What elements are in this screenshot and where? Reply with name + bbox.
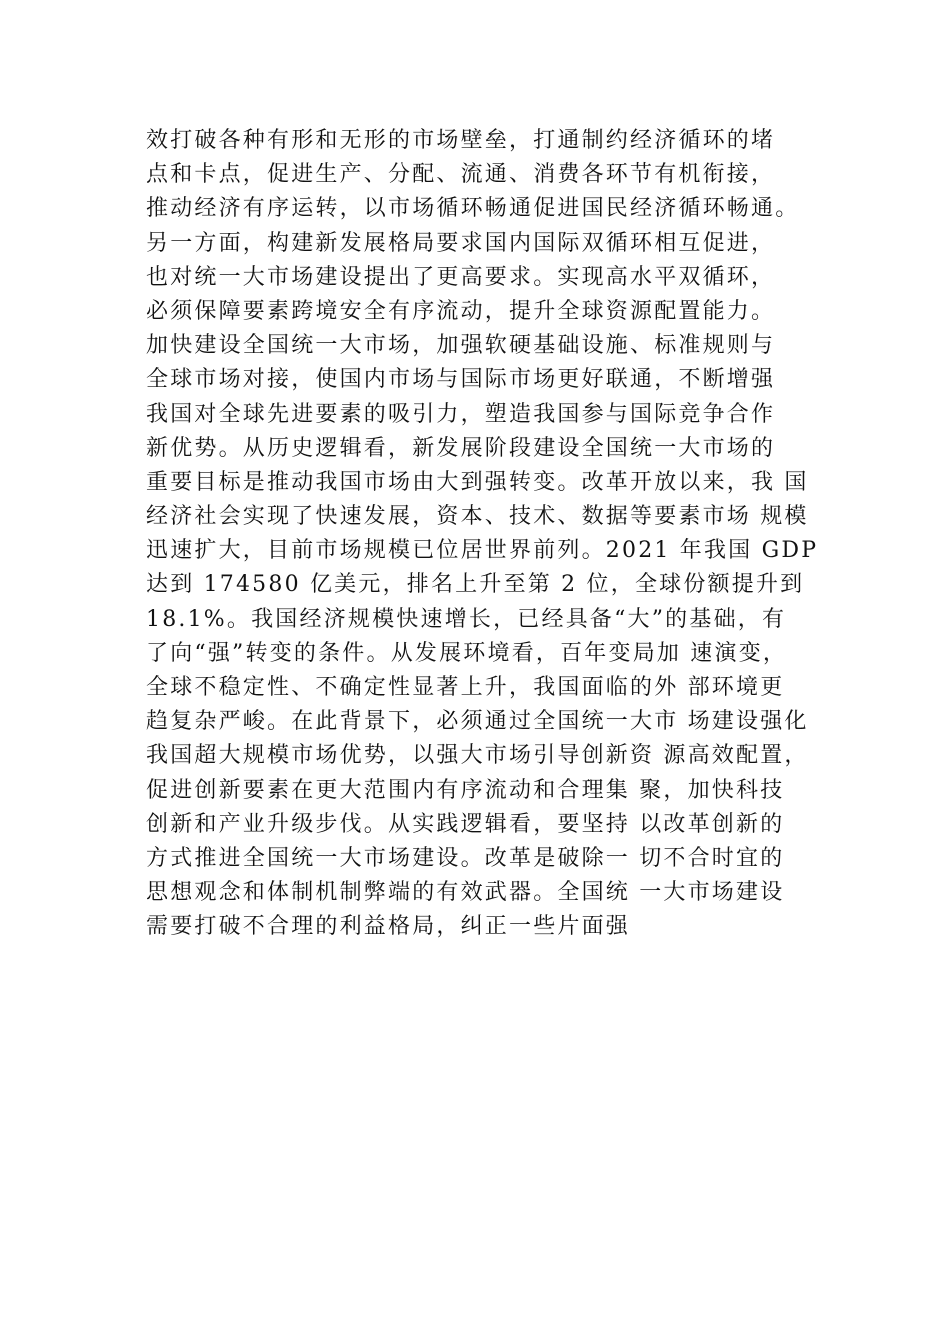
text-line: 也对统一大市场建设提出了更高要求。实现高水平双循环， [146,264,776,290]
text-line: 迅速扩大，目前市场规模已位居世界前列。2021 年我国 GDP [146,538,819,564]
text-line: 全球市场对接，使国内市场与国际市场更好联通，不断增强 [146,367,776,393]
text-line: 推动经济有序运转，以市场循环畅通促进国民经济循环畅通。 [146,196,800,222]
text-line: 创新和产业升级步伐。从实践逻辑看，要坚持 以改革创新的 [146,811,785,837]
text-line: 点和卡点，促进生产、分配、流通、消费各环节有机衔接， [146,162,776,188]
text-line: 18.1%。我国经济规模快速增长，已经具备“大”的基础，有 [146,606,787,632]
text-line: 另一方面，构建新发展格局要求国内国际双循环相互促进， [146,230,776,256]
text-line: 我国超大规模市场优势，以强大市场引导创新资 源高效配置， [146,743,809,769]
text-line: 需要打破不合理的利益格局，纠正一些片面强 [146,914,631,940]
body-text [146,124,846,945]
text-line: 新优势。从历史逻辑看，新发展阶段建设全国统一大市场的 [146,435,776,461]
text-line: 了向“强”转变的条件。从发展环境看，百年变局加 速演变， [146,640,788,666]
text-line: 必须保障要素跨境安全有序流动，提升全球资源配置能力。 [146,298,776,324]
text-line: 加快建设全国统一大市场，加强软硬基础设施、标准规则与 [146,333,776,359]
text-line: 思想观念和体制机制弊端的有效武器。全国统 一大市场建设 [146,880,785,906]
text-line: 促进创新要素在更大范围内有序流动和合理集 聚，加快科技 [146,777,785,803]
text-line: 我国对全球先进要素的吸引力，塑造我国参与国际竞争合作 [146,401,776,427]
text-line: 效打破各种有形和无形的市场壁垒，打通制约经济循环的堵 [146,128,776,153]
text-line: 全球不稳定性、不确定性显著上升，我国面临的外 部环境更 [146,675,785,700]
text-line: 方式推进全国统一大市场建设。改革是破除一 切不合时宜的 [146,845,785,871]
text-line: 趋复杂严峻。在此背景下，必须通过全国统一大市 场建设强化 [146,709,809,735]
text-line: 经济社会实现了快速发展，资本、技术、数据等要素市场 规模 [146,504,809,530]
text-line: 达到 174580 亿美元，排名上升至第 2 位，全球份额提升到 [146,572,805,598]
text-line: 重要目标是推动我国市场由大到强转变。改革开放以来，我 国 [146,469,809,495]
